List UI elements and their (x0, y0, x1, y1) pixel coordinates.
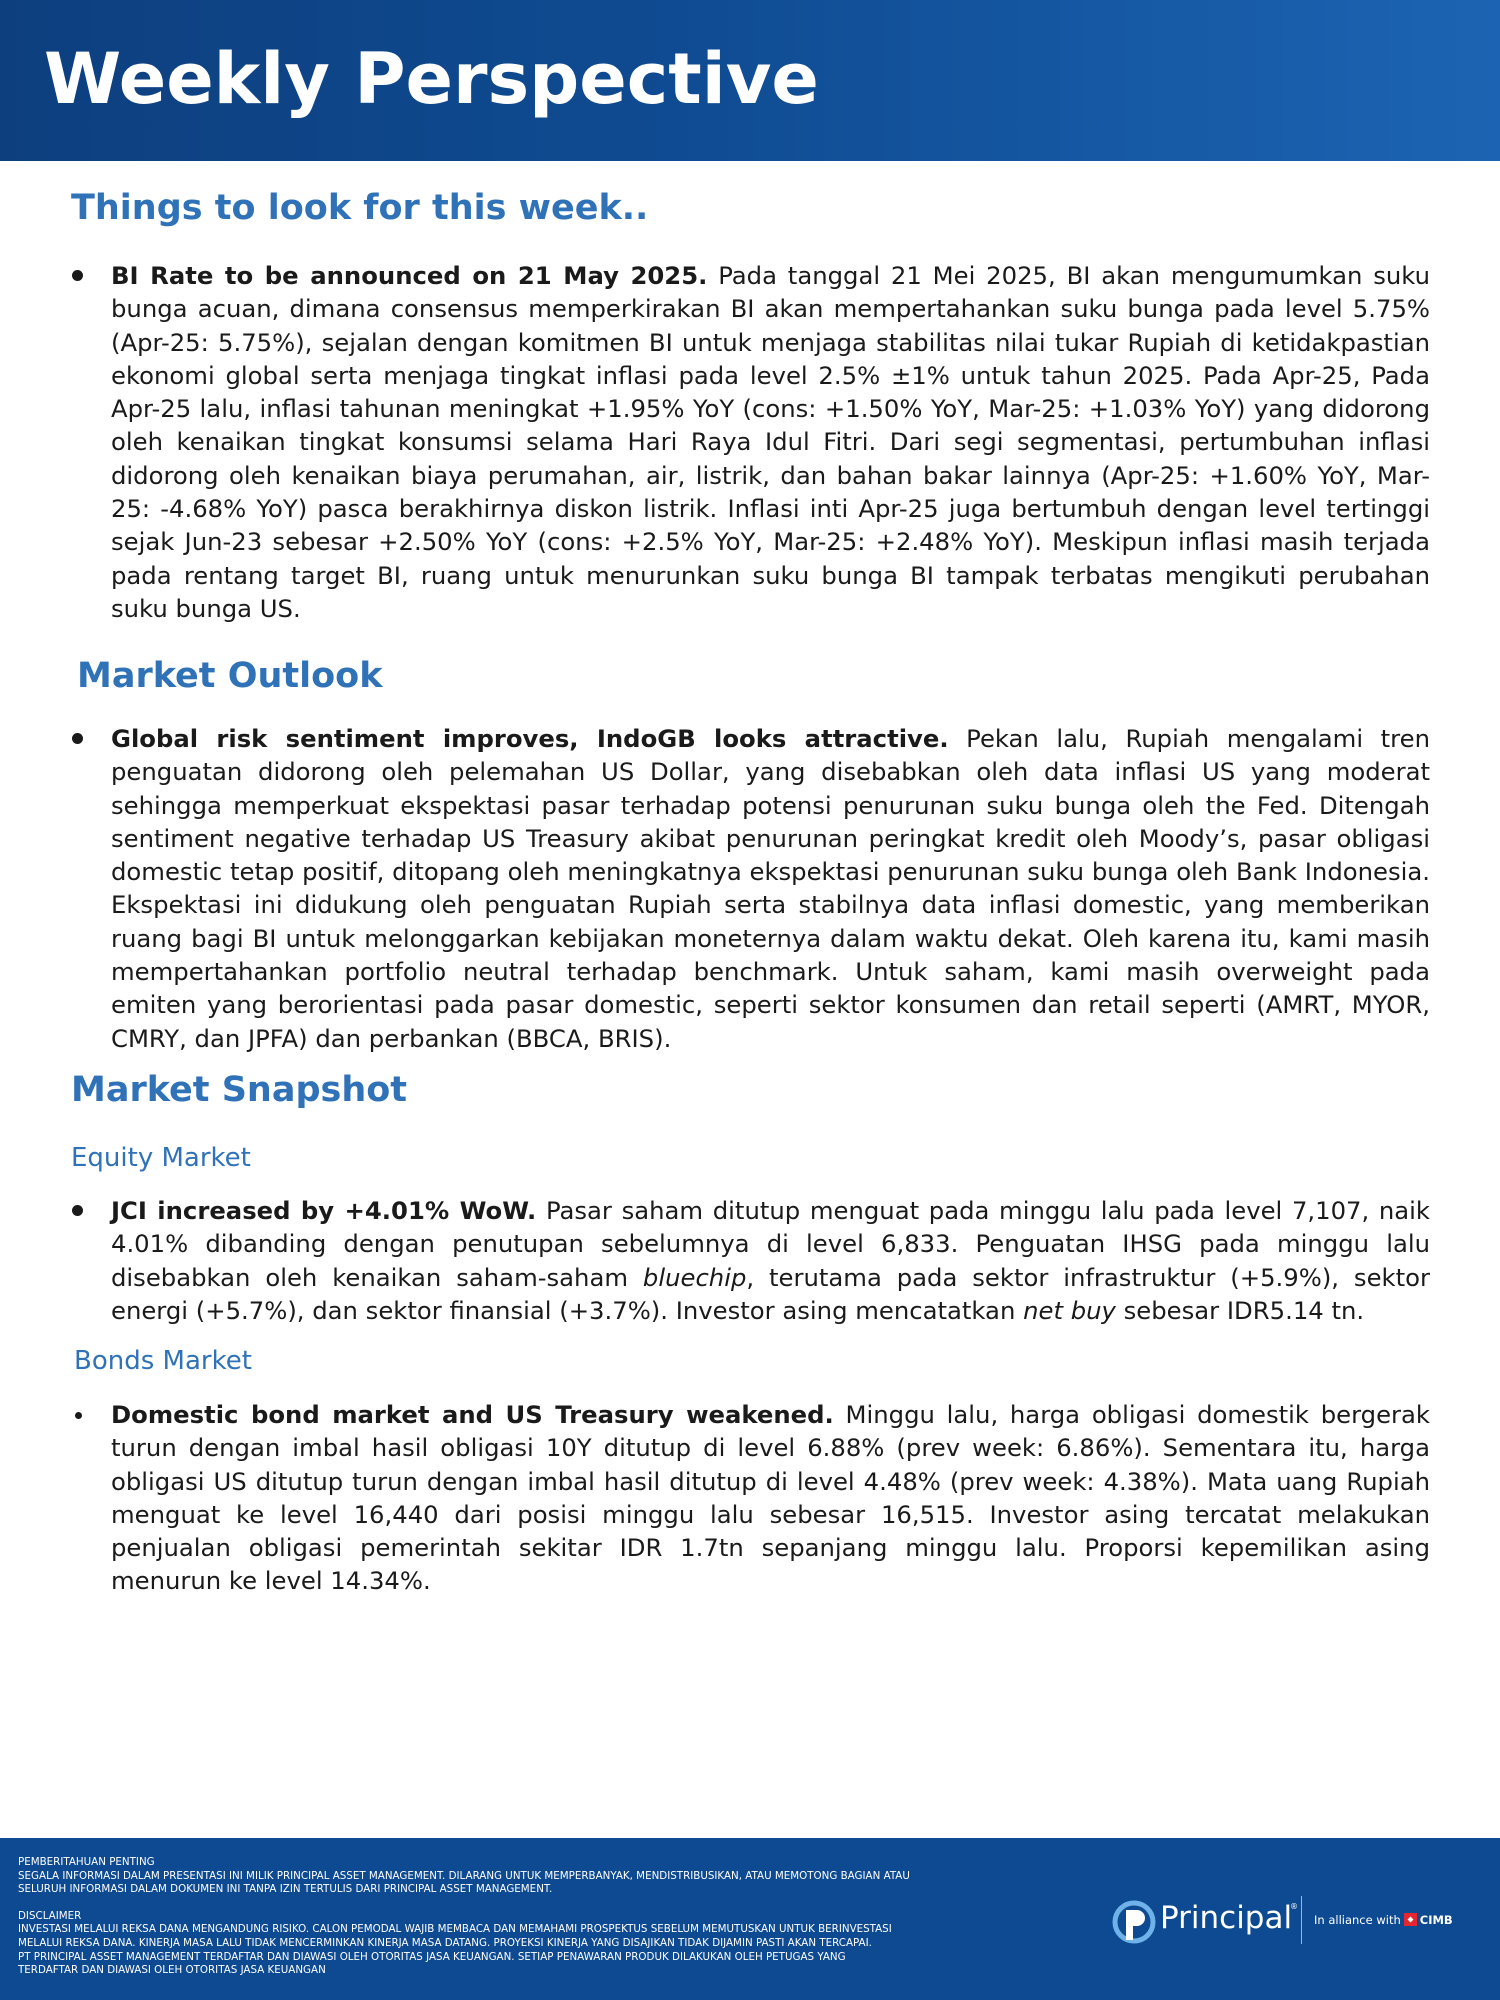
bullet-text: Pada tanggal 21 Mei 2025, BI akan mengumumkan suku bunga acuan, dimana consensus memperkirakan BI akan mempertahankan suku bunga pada level 5.75% (Apr-25: 5.75%), sejalan dengan komitmen BI untuk menjaga stabilitas nilai tukar Rupiah di ketidakpastian ekonomi global serta menjaga tingkat inflasi pada level 2.5% ±1% untuk tahun 2025. Pada Apr-25, Pada Apr-25 lalu, inflasi tahunan meningkat +1.95% YoY (cons: +1.50% YoY, Mar-25: +1.03% YoY) yang didorong oleh kenaikan tingkat konsumsi selama Hari Raya Idul Fitri. Dari segi segmentasi, pertumbuhan inflasi didorong oleh kenaikan biaya perumahan, air, listrik, dan bahan bakar lainnya (Apr-25: +1.60% YoY, Mar-25: -4.68% YoY) pasca berakhirnya diskon listrik. Inflasi inti Apr-25 juga bertumbuh dengan level tertinggi sejak Jun-23 sebesar +2.50% YoY (cons: +2.5% YoY, Mar-25: +2.48% YoY). Meskipun inflasi masih terjada pada rentang target BI, ruang untuk menurunkan suku bunga BI tampak terbatas mengikuti perubahan suku bunga US. (111, 261, 1430, 623)
bullet-paragraph-bi-rate (111, 259, 1430, 625)
section-heading-market-outlook: Market Outlook (77, 656, 383, 696)
disclaimer-title: DISCLAIMER (18, 1909, 82, 1922)
bullet-text: , terutama pada sektor infrastruktur (+5.9%), sektor energi (+5.7%), dan sektor finansial (+3.7%). Investor asing mencatatkan (111, 1262, 1430, 1325)
bullet-italic-term: net buy (1023, 1295, 1116, 1325)
bullet-text: Minggu lalu, harga obligasi domestik bergerak turun dengan imbal hasil obligasi 10Y ditutup di level 6.88% (prev week: 6.86%). Sementara itu, harga obligasi US ditutup turun dengan imbal hasil ditutup di level 4.48% (prev week: 4.38%). Mata uang Rupiah menguat ke level 16,440 dari posisi minggu lalu sebesar 16,515. Investor asing tercatat melakukan penjualan obligasi pemerintah sekitar IDR 1.7tn sepanjang minggu lalu. Proporsi kepemilikan asing menurun ke level 14.34%. (111, 1400, 1430, 1596)
principal-logo (1112, 1894, 1482, 1954)
bullet-paragraph-outlook (111, 722, 1430, 1055)
disclaimer-line: PT PRINCIPAL ASSET MANAGEMENT TERDAFTAR DAN DIAWASI OLEH OTORITAS JASA KEUANGAN. SETIAP PENAWARAN PRODUK DILAKUKAN OLEH PETUGAS YANG (18, 1950, 846, 1963)
bullet-text: Pasar saham ditutup menguat pada minggu lalu pada level 7,107, naik 4.01% dibanding dengan penutupan sebelumnya di level 6,833. Penguatan IHSG pada minggu lalu disebabkan oleh kenaikan saham-saham (111, 1196, 1430, 1292)
disclaimer-line: TERDAFTAR DAN DIAWASI OLEH OTORITAS JASA KEUANGAN (18, 1964, 326, 1977)
bullet-text: Pekan lalu, Rupiah mengalami tren penguatan didorong oleh pelemahan US Dollar, yang disebabkan oleh data inflasi US yang moderat sehingga memperkuat ekspektasi pasar terhadap potensi penurunan suku bunga oleh the Fed. Ditengah sentiment negative terhadap US Treasury akibat penurunan peringkat kredit oleh Moody’s, pasar obligasi domestic tetap positif, ditopang oleh meningkatnya ekspektasi penurunan suku bunga oleh Bank Indonesia. Ekspektasi ini didukung oleh penguatan Rupiah serta stabilnya data inflasi domestic, yang memberikan ruang bagi BI untuk melonggarkan kebijakan moneternya dalam waktu dekat. Oleh karena itu, kami masih mempertahankan portfolio neutral terhadap benchmark. Untuk saham, kami masih overweight pada emiten yang berorientasi pada pasar domestic, seperti sektor konsumen dan retail seperti (AMRT, MYOR, CMRY, dan JPFA) dan perbankan (BBCA, BRIS). (111, 724, 1430, 1053)
notice-title: PEMBERITAHUAN PENTING (18, 1856, 155, 1868)
bullet-icon (72, 270, 83, 281)
logo-divider (1301, 1896, 1302, 1944)
legal-notice (18, 1856, 1138, 1978)
notice-line: SEGALA INFORMASI DALAM PRESENTASI INI MILIK PRINCIPAL ASSET MANAGEMENT. DILARANG UNTUK MEMPERBANYAK, MENDISTRIBUSIKAN, ATAU MEMOTONG BAGIAN ATAU (18, 1869, 910, 1882)
bullet-icon (72, 733, 83, 744)
page-footer (0, 1838, 1500, 2000)
section-heading-things-to-look: Things to look for this week.. (71, 188, 649, 228)
alliance-badge (1314, 1913, 1453, 1927)
bullet-italic-term: bluechip (642, 1262, 747, 1292)
bullet-text: sebesar IDR5.14 tn. (1123, 1295, 1365, 1325)
bullet-icon (75, 1412, 82, 1419)
alliance-text: In alliance with (1314, 1913, 1401, 1927)
bullet-lead: BI Rate to be announced on 21 May 2025. (111, 261, 708, 290)
bullet-paragraph-bonds (111, 1398, 1430, 1598)
bullet-lead: Global risk sentiment improves, IndoGB looks attractive. (111, 724, 949, 753)
page-header (0, 0, 1500, 161)
bullet-paragraph-equity (111, 1194, 1430, 1327)
principal-logo-icon (1112, 1900, 1156, 1944)
section-heading-market-snapshot: Market Snapshot (71, 1070, 408, 1110)
bullet-lead: Domestic bond market and US Treasury weakened. (111, 1400, 834, 1429)
bullet-icon (72, 1205, 83, 1216)
partner-name: CIMB (1419, 1913, 1453, 1927)
notice-line: SELURUH INFORMASI DALAM DOKUMEN INI TANPA IZIN TERTULIS DARI PRINCIPAL ASSET MANAGEMENT. (18, 1883, 553, 1896)
bullet-lead: JCI increased by +4.01% WoW. (111, 1196, 537, 1225)
logo-wordmark: Principal (1160, 1900, 1293, 1936)
logo-trademark: ® (1290, 1902, 1298, 1911)
subheading-equity-market: Equity Market (71, 1143, 251, 1173)
disclaimer-line: MELALUI REKSA DANA. KINERJA MASA LALU TIDAK MENCERMINKAN KINERJA MASA DATANG. PROYEKSI KINERJA YANG DISAJIKAN TIDAK DIJAMIN PASTI AKAN TERCAPAI. (18, 1936, 872, 1949)
cimb-logo-icon (1404, 1913, 1417, 1926)
subheading-bonds-market: Bonds Market (74, 1346, 252, 1376)
page-title: Weekly Perspective (44, 38, 819, 120)
disclaimer-line: INVESTASI MELALUI REKSA DANA MENGANDUNG RISIKO. CALON PEMODAL WAJIB MEMBACA DAN MEMAHAMI PROSPEKTUS SEBELUM MEMUTUSKAN UNTUK BERINVESTASI (18, 1923, 892, 1936)
